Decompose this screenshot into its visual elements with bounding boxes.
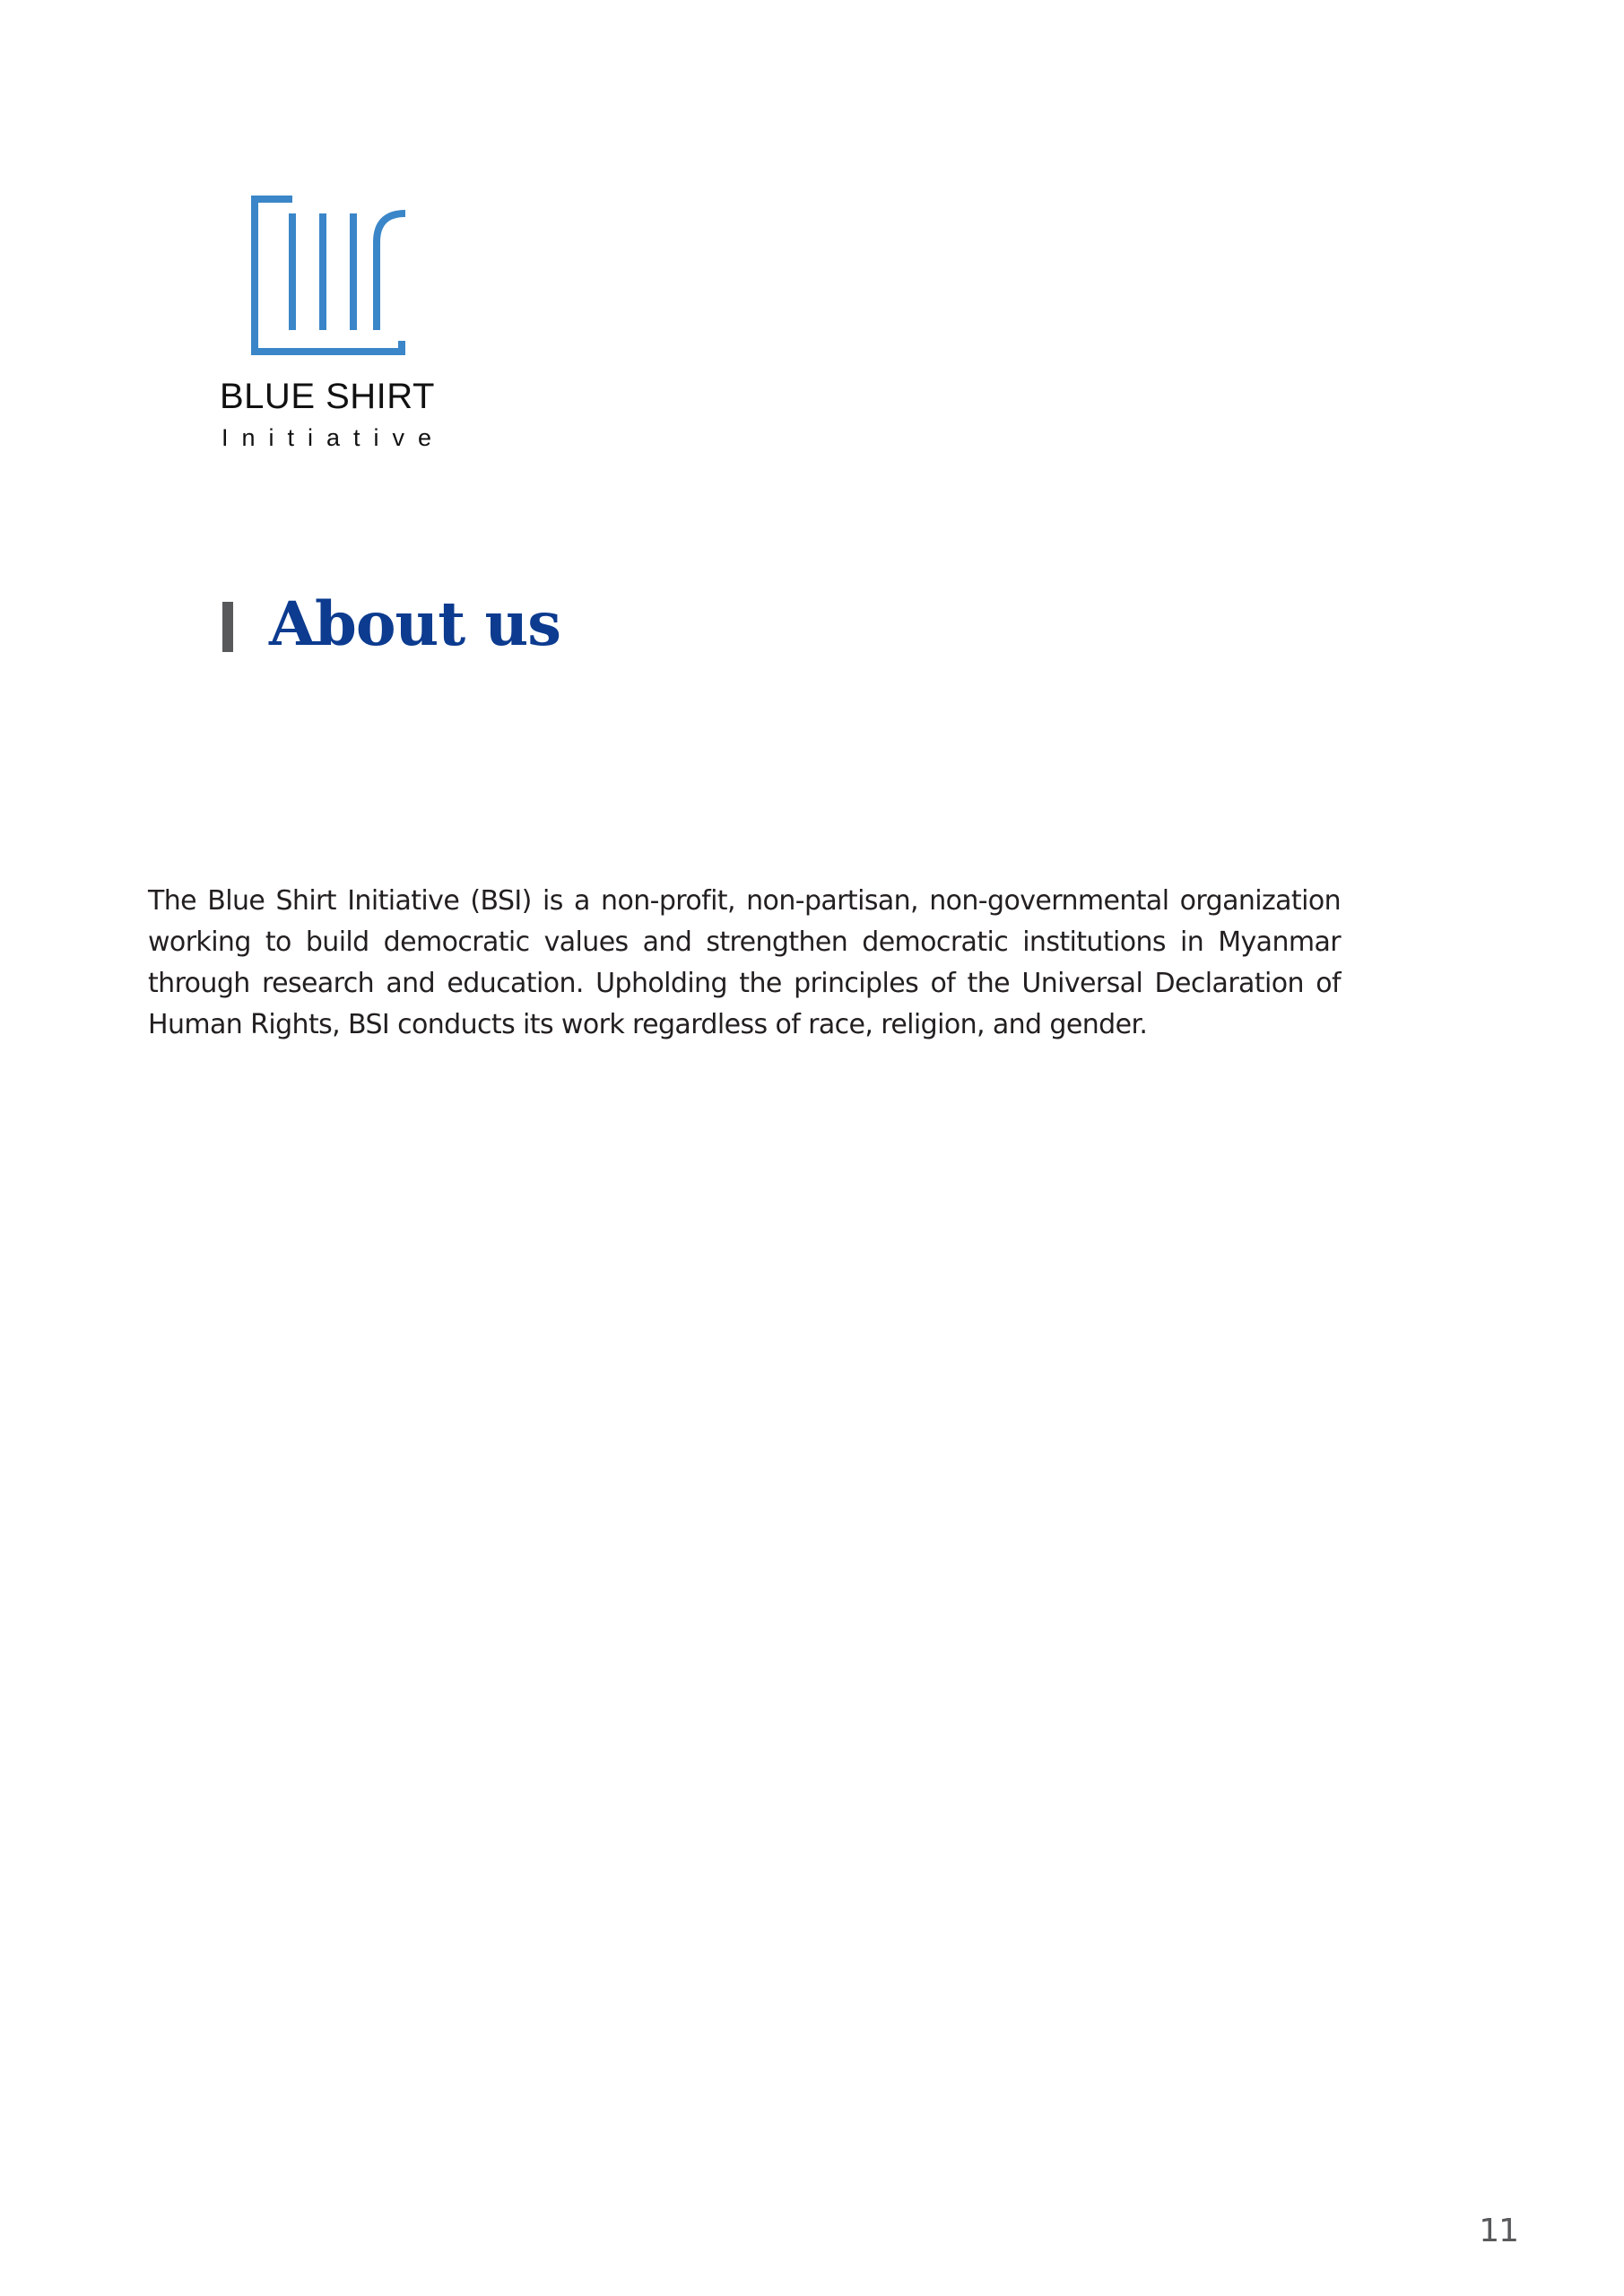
blue-shirt-logo xyxy=(220,196,453,465)
section-heading xyxy=(222,583,560,664)
page-title: About us xyxy=(269,587,560,659)
logo-name: BLUE SHIRT xyxy=(220,377,435,416)
about-paragraph: The Blue Shirt Initiative (BSI) is a non-profit, non-partisan, non-governmental organization working to build democratic values and strengthen democratic institutions in Myanmar through research and education. Upholding the principles of the Universal Declaration of Human Rights, BSI conducts its work regardless of race, religion, and gender. xyxy=(148,885,1341,1040)
heading-accent-bar xyxy=(222,602,233,652)
page-number: 11 xyxy=(1479,2213,1518,2249)
logo-subtitle: Initiative xyxy=(221,424,446,451)
blue-shirt-logo-mark-icon xyxy=(251,196,413,357)
